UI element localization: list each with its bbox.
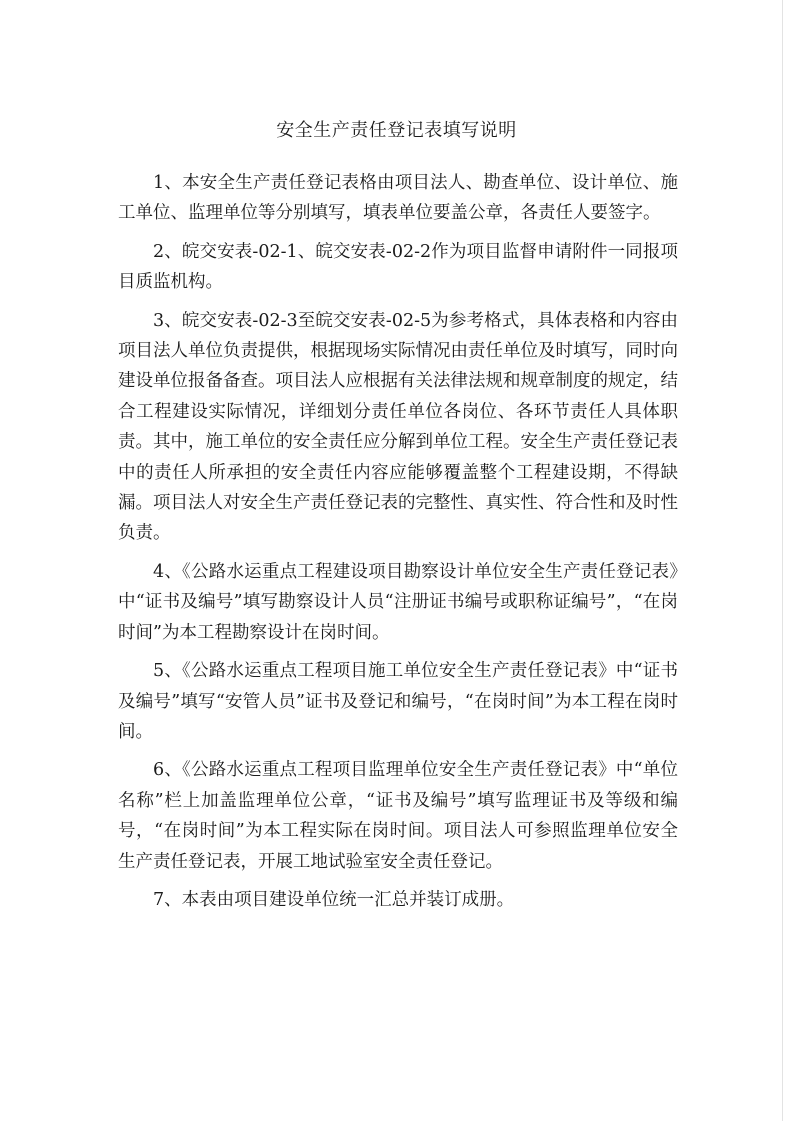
document-title: 安全生产责任登记表填写说明 <box>276 120 517 141</box>
scan-edge-line <box>782 0 783 1121</box>
instruction-item-6: 6、《公路水运重点工程项目监理单位安全生产责任登记表》中“单位名称”栏上加盖监理单位公章，“证书及编号”填写监理证书及等级和编号，“在岗时间”为本工程实际在岗时间。项目法人可参照监理单位安全生产责任登记表，开展工地试验室安全责任登记。 <box>118 760 678 872</box>
instruction-item-5: 5、《公路水运重点工程项目施工单位安全生产责任登记表》中“证书及编号”填写“安管人员”证书及登记和编号，“在岗时间”为本工程在岗时间。 <box>118 661 678 742</box>
instructions-body <box>118 168 678 923</box>
instruction-item-2: 2、皖交安表-02-1、皖交安表-02-2作为项目监督申请附件一同报项目质监机构。 <box>118 241 678 293</box>
instruction-item-4: 4、《公路水运重点工程建设项目勘察设计单位安全生产责任登记表》中“证书及编号”填写勘察设计人员“注册证书编号或职称证编号”，“在岗时间”为本工程勘察设计在岗时间。 <box>118 561 678 643</box>
instruction-item-7: 7、本表由项目建设单位统一汇总并装订成册。 <box>153 889 515 910</box>
instruction-item-1: 1、本安全生产责任登记表格由项目法人、勘查单位、设计单位、施工单位、监理单位等分别填写，填表单位要盖公章，各责任人要签字。 <box>118 173 678 224</box>
instruction-item-3: 3、皖交安表-02-3至皖交安表-02-5为参考格式，具体表格和内容由项目法人单位负责提供，根据现场实际情况由责任单位及时填写，同时向建设单位报备备查。项目法人应根据有关法律法规和规章制度的规定，结合工程建设实际情况，详细划分责任单位各岗位、各环节责任人具体职责。其中，施工单位的安全责任应分解到单位工程。安全生产责任登记表中的责任人所承担的安全责任内容应能够覆盖整个工程建设期，不得缺漏。项目法人对安全生产责任登记表的完整性、真实性、符合性和及时性负责。 <box>118 310 678 544</box>
